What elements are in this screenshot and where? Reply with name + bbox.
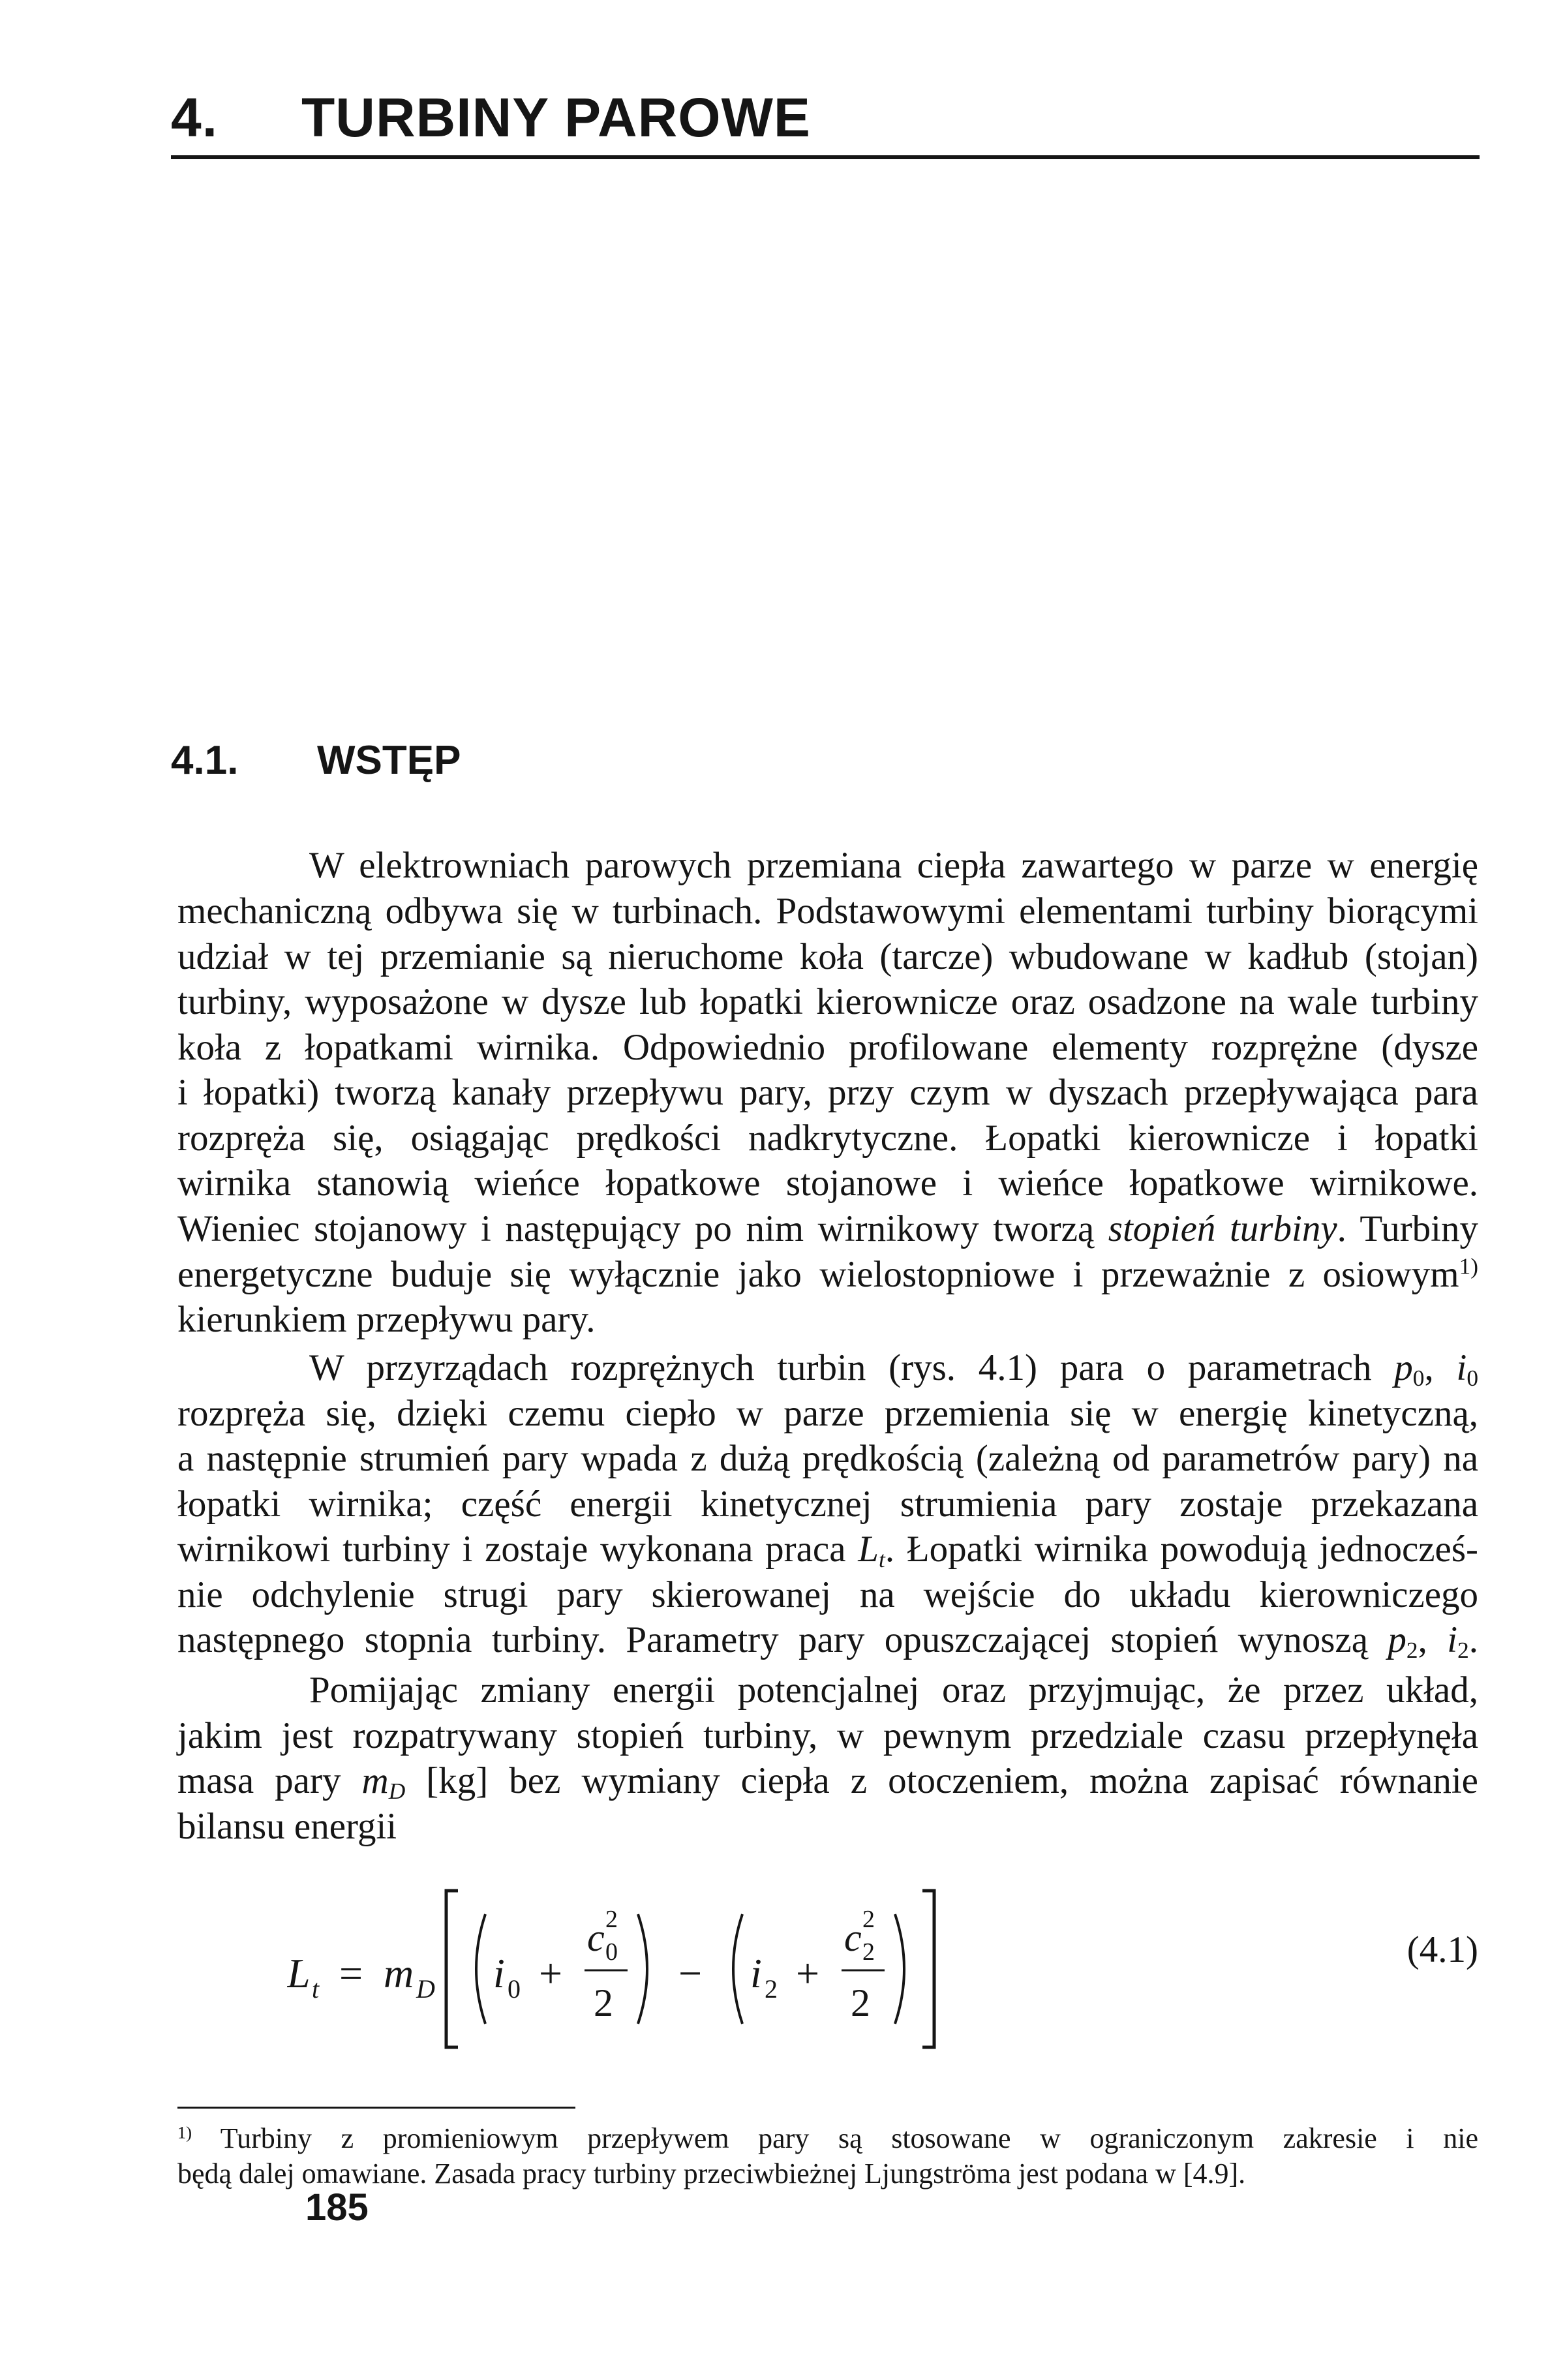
paragraph-line xyxy=(177,1253,1478,1295)
paragraph-line: udział w tej przemianie są nieruchome koła (tarcze) wbudowane w kadłub (stojan) xyxy=(177,936,1478,977)
paragraph-line: koła z łopatkami wirnika. Odpowiednio profilowane elementy rozprężne (dysze xyxy=(177,1027,1478,1068)
eq-superscript-2: 2 xyxy=(605,1906,618,1933)
text-run: W przyrządach rozprężnych turbin (rys. 4.1) para o parametrach xyxy=(309,1347,1395,1388)
section-number: 4.1. xyxy=(171,738,239,783)
section-heading xyxy=(171,740,461,781)
eq-subscript-D: D xyxy=(416,1974,435,2004)
paragraph-line: a następnie strumień pary wpada z dużą prędkością (zależną od parametrów pary) na xyxy=(177,1438,1478,1479)
text-run: masa pary xyxy=(177,1760,362,1801)
footnote-marker: 1) xyxy=(177,2122,192,2143)
eq-plus: + xyxy=(539,1950,563,1996)
eq-subscript-0: 0 xyxy=(508,1974,521,2004)
eq-minus: − xyxy=(678,1950,703,1996)
equation-4-1 xyxy=(287,1872,1478,2062)
paragraph-line xyxy=(177,1619,1478,1663)
paragraph-line xyxy=(177,1210,1478,1247)
paragraph-line: łopatki wirnika; część energii kinetycznej strumienia pary zostaje przekazana xyxy=(177,1484,1478,1525)
symbol-i: i xyxy=(1447,1619,1458,1660)
eq-denominator: 2 xyxy=(851,1981,870,2024)
footnote-rule xyxy=(177,2107,575,2109)
paragraph-line: W elektrowniach parowych przemiana ciepła zawartego w parze w energię xyxy=(309,845,1478,886)
paragraph-line xyxy=(177,1529,1479,1572)
section-title: WSTĘP xyxy=(317,738,461,783)
subscript: D xyxy=(388,1778,406,1804)
eq-paren xyxy=(733,1914,742,2024)
paragraph-line: rozpręża się, osiągając prędkości nadkrytyczne. Łopatki kierownicze i łopatki xyxy=(177,1118,1478,1159)
text-run: , xyxy=(1418,1619,1448,1660)
eq-subscript-0: 0 xyxy=(605,1938,618,1966)
text-run: , xyxy=(1424,1347,1457,1388)
equation-number: (4.1) xyxy=(1406,1929,1478,1970)
eq-plus: + xyxy=(796,1950,820,1996)
symbol-p: p xyxy=(1394,1347,1413,1388)
subscript: 2 xyxy=(1457,1637,1469,1663)
paragraph-line: Pomijając zmiany energii potencjalnej oraz przyjmując, że przez układ, xyxy=(309,1670,1478,1711)
paragraph-line xyxy=(177,1760,1478,1804)
term-stopien-turbiny: stopień turbiny xyxy=(1108,1208,1337,1249)
text-run: . Łopatki wirnika powodują jednocześ- xyxy=(885,1529,1479,1570)
eq-equals: = xyxy=(339,1950,363,1996)
chapter-rule xyxy=(171,155,1480,159)
text-run: . Turbiny xyxy=(1337,1208,1479,1249)
eq-superscript-2: 2 xyxy=(862,1906,875,1933)
paragraph-line: nie odchylenie strugi pary skierowanej na wejście do układu kierowniczego xyxy=(177,1574,1478,1615)
eq-symbol-c: c xyxy=(587,1916,605,1959)
paragraph-line: wirnika stanowią wieńce łopatkowe stojanowe i wieńce łopatkowe wirnikowe. xyxy=(177,1163,1478,1204)
chapter-number: 4. xyxy=(171,87,219,148)
paragraph-line: kierunkiem przepływu pary. xyxy=(177,1299,596,1340)
eq-symbol-i: i xyxy=(493,1950,505,1996)
text-run: wirnikowi turbiny i zostaje wykonana praca xyxy=(177,1529,859,1570)
footnote-line xyxy=(177,2124,1478,2153)
eq-paren xyxy=(895,1914,904,2024)
subscript: 2 xyxy=(1406,1637,1418,1663)
paragraph-line: mechaniczną odbywa się w turbinach. Podstawowymi elementami turbiny biorącymi xyxy=(177,891,1478,932)
eq-symbol-c: c xyxy=(844,1916,862,1959)
subscript: t xyxy=(878,1546,885,1572)
equation-formula xyxy=(287,1872,1200,2062)
paragraph-line: i łopatki) tworzą kanały przepływu pary, przy czym w dyszach przepływająca para xyxy=(177,1072,1478,1113)
text-run: [kg] bez wymiany ciepła z otoczeniem, można zapisać równanie xyxy=(405,1760,1478,1801)
subscript: 0 xyxy=(1412,1365,1425,1391)
symbol-i: i xyxy=(1456,1347,1467,1388)
eq-subscript-2: 2 xyxy=(862,1938,875,1966)
paragraph-line: jakim jest rozpatrywany stopień turbiny, w pewnym przedziale czasu przepłynęła xyxy=(177,1715,1478,1756)
eq-subscript-2: 2 xyxy=(765,1974,778,2004)
eq-paren xyxy=(476,1914,485,2024)
text-run: energetyczne buduje się wyłącznie jako wielostopniowe i przeważnie z osiowym xyxy=(177,1254,1459,1295)
paragraph-line: bilansu energii xyxy=(177,1806,397,1847)
eq-subscript-t: t xyxy=(312,1974,320,2004)
eq-symbol-i: i xyxy=(750,1950,762,1996)
chapter-title: TURBINY PAROWE xyxy=(301,87,811,148)
paragraph-line xyxy=(309,1347,1479,1391)
eq-symbol-m: m xyxy=(384,1950,414,1996)
subscript: 0 xyxy=(1466,1365,1479,1391)
chapter-heading xyxy=(171,87,1489,148)
eq-bracket-right xyxy=(922,1891,934,2047)
symbol-p: p xyxy=(1388,1619,1406,1660)
text-run: Wieniec stojanowy i następujący po nim wirnikowy tworzą xyxy=(177,1208,1108,1249)
eq-paren xyxy=(638,1914,647,2024)
symbol-L: L xyxy=(858,1529,879,1570)
footnote-ref: 1) xyxy=(1459,1253,1478,1279)
text-run: Turbiny z promieniowym przepływem pary są stosowane w ograniczonym zakresie i nie xyxy=(191,2122,1478,2154)
paragraph-line: rozpręża się, dzięki czemu ciepło w parze przemienia się w energię kinetyczną, xyxy=(177,1393,1478,1434)
symbol-m: m xyxy=(361,1760,389,1801)
eq-denominator: 2 xyxy=(594,1981,613,2024)
page-number: 185 xyxy=(305,2186,369,2229)
eq-bracket-left xyxy=(446,1891,458,2047)
text-run: . xyxy=(1468,1619,1478,1660)
text-run: następnego stopnia turbiny. Parametry pary opuszczającej stopień wynoszą xyxy=(177,1619,1388,1660)
paragraph-line: turbiny, wyposażone w dysze lub łopatki kierownicze oraz osadzone na wale turbiny xyxy=(177,981,1478,1022)
footnote-line: będą dalej omawiane. Zasada pracy turbiny przeciwbieżnej Ljungströma jest podana w [4.9]. xyxy=(177,2158,1246,2189)
eq-symbol-L: L xyxy=(287,1950,311,1996)
